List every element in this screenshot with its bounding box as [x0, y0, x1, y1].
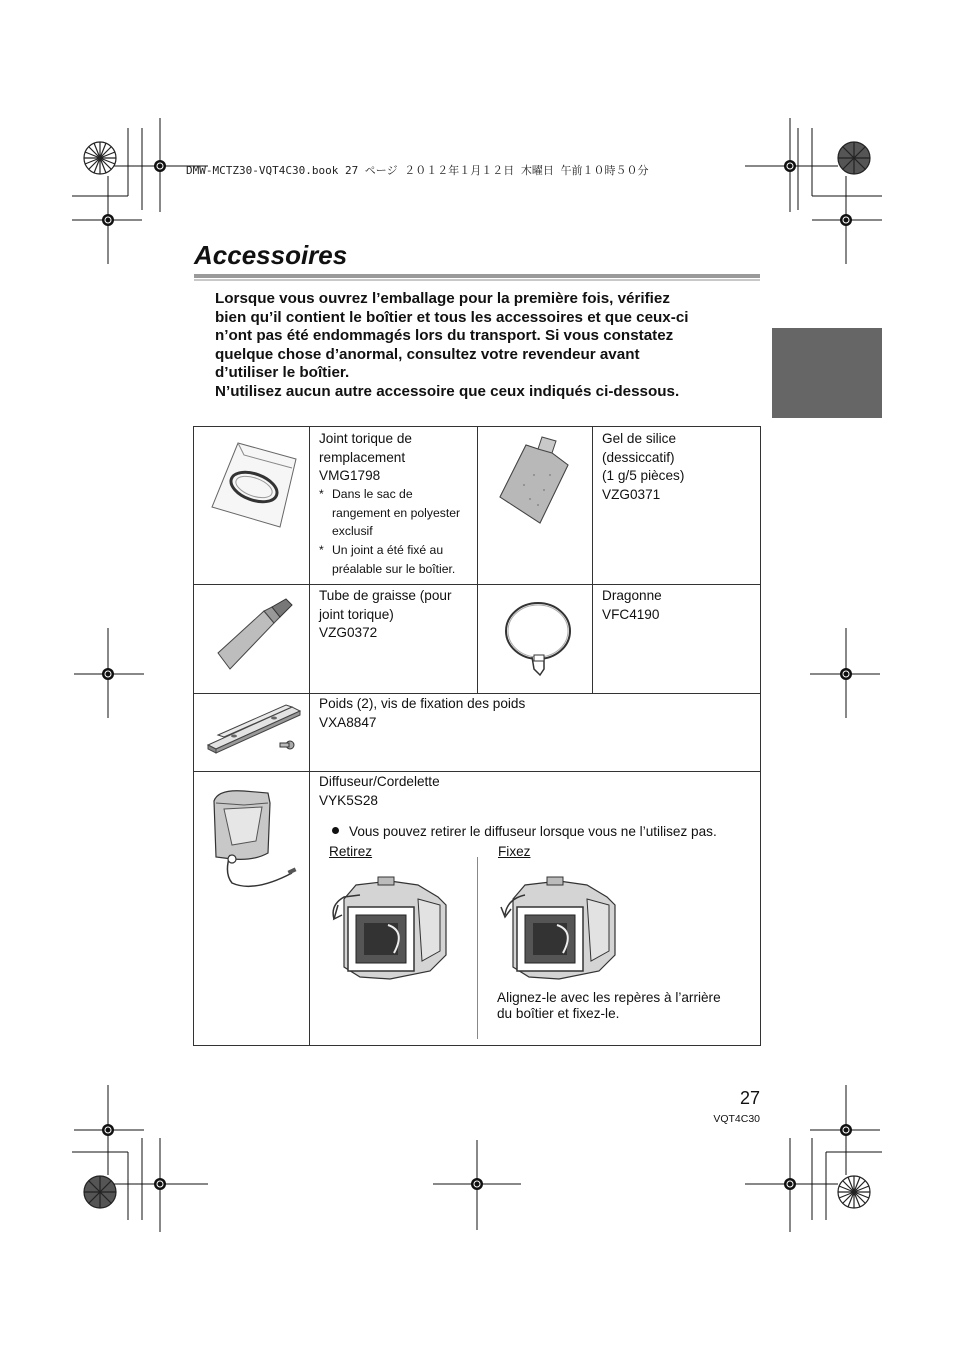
oring-line: Joint torique de — [319, 431, 412, 446]
silica-line: Gel de silice — [602, 431, 677, 446]
grease-line: joint torique) — [319, 606, 394, 622]
weights-line: VXA8847 — [319, 714, 377, 730]
intro-line: quelque chose d’anormal, consultez votre revendeur avant — [215, 345, 640, 363]
row-divider — [194, 693, 760, 694]
title-rule — [194, 274, 760, 278]
grease-line: Tube de graisse (pour — [319, 588, 452, 603]
note-asterisk: * — [319, 487, 324, 501]
attach-caption — [497, 990, 757, 1022]
row-divider — [194, 771, 760, 772]
diffuser-description — [319, 773, 749, 810]
note-line: exclusif — [332, 524, 373, 538]
strap-description — [602, 587, 757, 624]
note-asterisk: * — [319, 543, 324, 557]
housing-attach-diffuser-image — [499, 875, 621, 985]
bullet-dot — [332, 827, 339, 834]
note-line: préalable sur le boîtier. — [332, 561, 456, 576]
column-divider — [477, 427, 478, 693]
grease-line: VZG0372 — [319, 625, 378, 640]
oring-note-1 — [319, 485, 475, 541]
column-divider — [592, 427, 593, 693]
silica-line: (1 g/5 pièces) — [602, 468, 685, 483]
intro-line: n’ont pas été endommagés lors du transport. Si vous constatez — [215, 327, 674, 344]
grease-description — [319, 587, 474, 643]
strap-icon — [496, 595, 582, 685]
silica-line: VZG0371 — [602, 486, 661, 502]
housing-remove-diffuser-image — [330, 875, 452, 985]
remove-label: Retirez — [329, 844, 373, 859]
attach-caption-line: Alignez-le avec les repères à l’arrière — [497, 990, 721, 1005]
oring-note-2 — [319, 541, 475, 578]
oring-line: VMG1798 — [319, 468, 381, 483]
diffuser-icon — [204, 783, 304, 905]
weights-line: Poids (2), vis de fixation des poids — [319, 696, 526, 711]
silica-gel-packet-icon — [494, 435, 574, 525]
column-divider — [309, 427, 310, 1045]
oring-description — [319, 430, 474, 486]
intro-line: d’utiliser le boîtier. — [215, 364, 350, 381]
silica-description — [602, 430, 757, 504]
silica-line: (dessiccatif) — [602, 449, 675, 465]
diffuser-line: VYK5S28 — [319, 792, 378, 808]
diffuser-line: Diffuseur/Cordelette — [319, 774, 440, 789]
note-line: Un joint a été fixé au — [332, 543, 444, 557]
note-line: Dans le sac de — [332, 487, 413, 501]
grease-tube-icon — [212, 597, 298, 677]
strap-line: Dragonne — [602, 588, 662, 603]
strap-line: VFC4190 — [602, 606, 660, 622]
section-tab — [772, 328, 882, 418]
intro-text — [215, 290, 755, 401]
document-code: VQT4C30 — [713, 1113, 760, 1125]
attach-label: Fixez — [498, 844, 531, 859]
attach-caption-line: du boîtier et fixez-le. — [497, 1006, 620, 1021]
title-rule-light — [194, 279, 760, 281]
page-title: Accessoires — [194, 240, 348, 270]
figure-divider — [477, 857, 478, 1039]
diffuser-note — [332, 824, 757, 839]
oring-line: remplacement — [319, 449, 406, 465]
print-file-info: DMW-MCTZ30-VQT4C30.book 27 ページ ２０１２年１月１２日 木曜日 午前１０時５０分 — [186, 164, 649, 177]
weights-icon — [204, 701, 302, 763]
accessories-table — [193, 426, 761, 1046]
oring-bag-icon — [208, 435, 298, 530]
intro-line: bien qu’il contient le boîtier et tous les accessoires et que ceux-ci — [215, 308, 689, 326]
note-line: rangement en polyester — [332, 505, 461, 520]
diffuser-note-text: Vous pouvez retirer le diffuseur lorsque vous ne l’utilisez pas. — [349, 824, 717, 839]
intro-line: Lorsque vous ouvrez l’emballage pour la première fois, vérifiez — [215, 290, 670, 307]
weights-description — [319, 695, 749, 732]
page-number: 27 — [739, 1088, 760, 1108]
intro-line: N’utilisez aucun autre accessoire que ceux indiqués ci-dessous. — [215, 382, 680, 400]
